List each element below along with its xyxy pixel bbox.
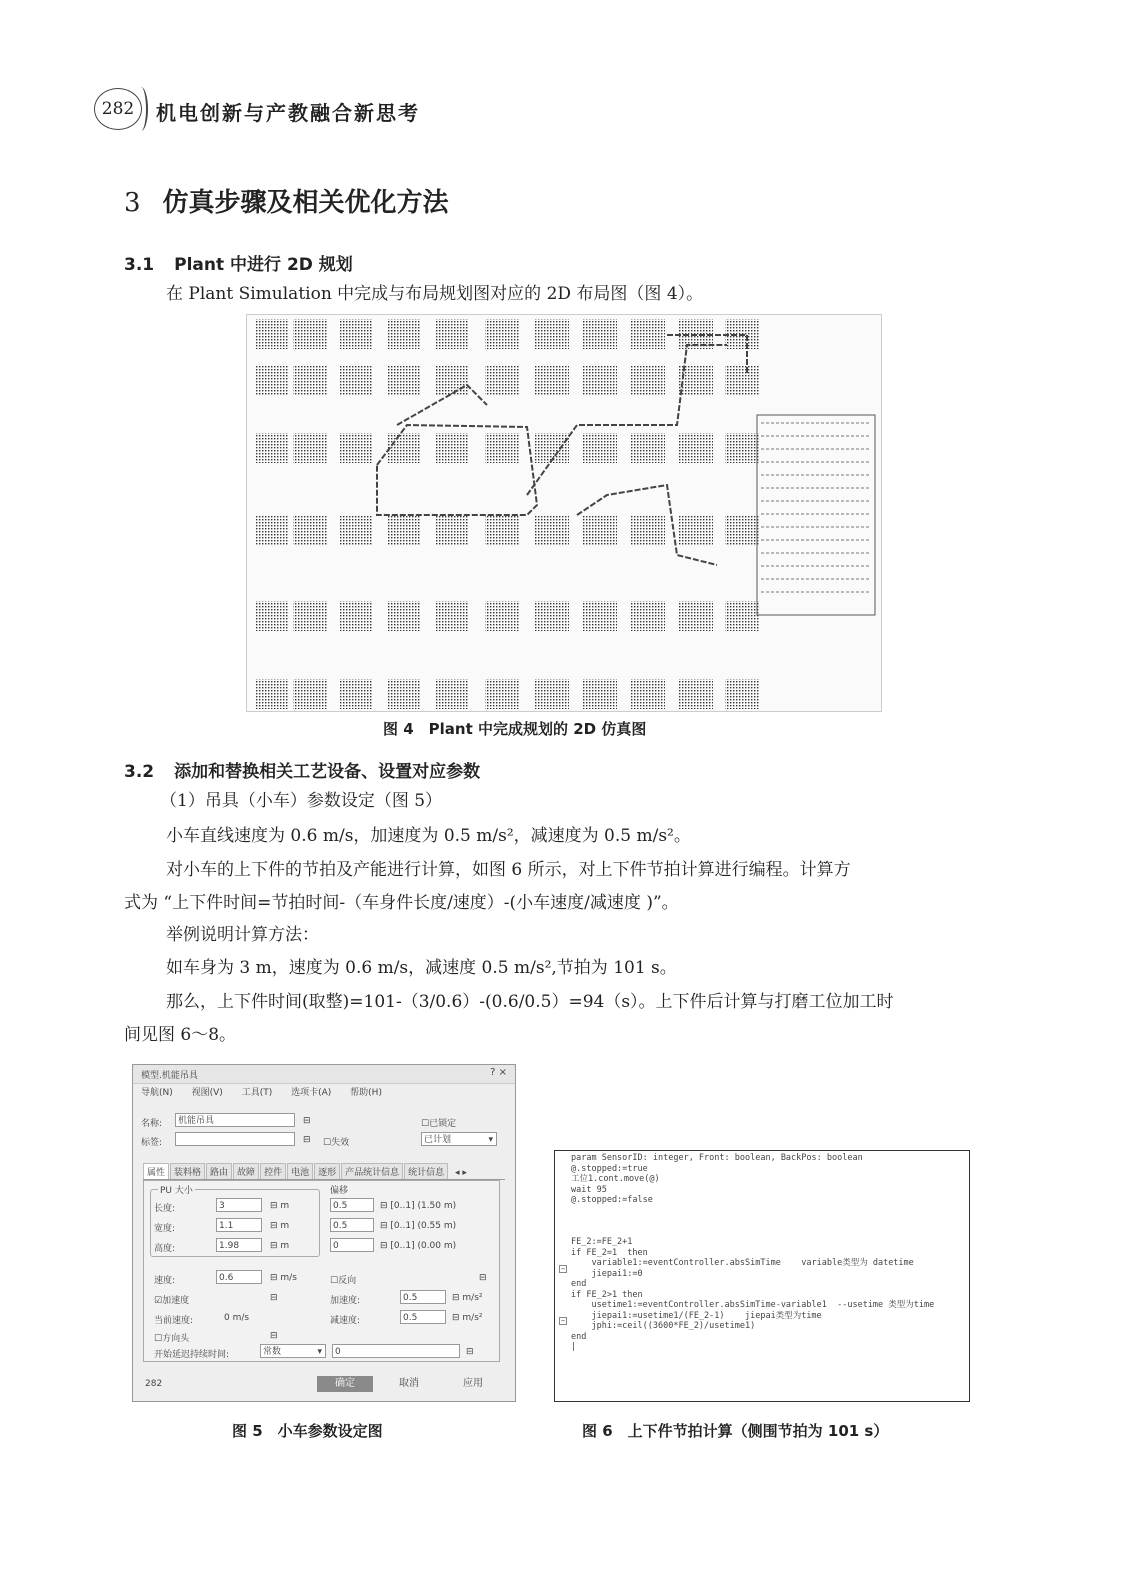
station-block	[255, 601, 289, 631]
browse-icon[interactable]: ⊟	[466, 1347, 474, 1357]
station-block	[293, 515, 327, 545]
unit-text: m	[280, 1241, 290, 1251]
paragraph: 小车直线速度为 0.6 m/s，加速度为 0.5 m/s²，减速度为 0.5 m/s²。	[166, 826, 691, 846]
current-speed-value: 0 m/s	[224, 1313, 250, 1323]
menu-navigate[interactable]: 导航(N)	[141, 1088, 173, 1098]
browse-icon[interactable]: ⊟	[479, 1273, 487, 1283]
station-block	[435, 601, 469, 631]
station-block	[485, 679, 519, 709]
station-block	[583, 319, 617, 349]
unit-text: m/s	[280, 1273, 297, 1283]
ok-button[interactable]: 确定	[317, 1376, 373, 1392]
station-block	[255, 433, 289, 463]
station-block	[583, 433, 617, 463]
station-block	[535, 515, 569, 545]
tab-shape[interactable]: 逐形	[314, 1163, 340, 1179]
station-block	[535, 319, 569, 349]
unit-text: m/s²	[462, 1313, 483, 1323]
chevron-down-icon: ▾	[317, 1347, 322, 1357]
height-unit: ⊟ m	[270, 1241, 290, 1251]
tab-load[interactable]: 装料格	[170, 1163, 205, 1179]
name-input[interactable]: 机能吊具	[175, 1113, 295, 1127]
paragraph: 如车身为 3 m，速度为 0.6 m/s，减速度 0.5 m/s²,节拍为 101 s。	[166, 958, 677, 978]
station-block	[339, 515, 373, 545]
station-block	[339, 601, 373, 631]
current-speed-label: 当前速度:	[154, 1316, 194, 1326]
code-line	[571, 1206, 934, 1217]
range-text: [0..1] (1.50 m)	[390, 1201, 457, 1211]
line-area	[757, 415, 875, 615]
station-block	[387, 601, 421, 631]
name-label: 名称:	[141, 1119, 163, 1129]
speed-input[interactable]: 0.6	[216, 1270, 262, 1284]
station-block	[631, 679, 665, 709]
height-label: 高度:	[154, 1244, 176, 1254]
station-block	[725, 515, 759, 545]
chevron-down-icon: ▾	[488, 1135, 493, 1145]
apply-button[interactable]: 应用	[463, 1378, 483, 1389]
acceleration-label: 加速度:	[330, 1296, 361, 1306]
pu-size-title: PU 大小	[158, 1183, 195, 1196]
layout-2d-figure	[246, 314, 882, 712]
figure-5-caption: 图 5 小车参数设定图	[232, 1422, 383, 1440]
menu-view[interactable]: 视图(V)	[191, 1088, 223, 1098]
length-label: 长度:	[154, 1204, 176, 1214]
subsection-3-2-heading	[124, 757, 480, 782]
browse-icon[interactable]: ⊟	[303, 1116, 311, 1126]
station-block	[631, 515, 665, 545]
section-title-text: 仿真步骤及相关优化方法	[162, 188, 449, 218]
code-text	[571, 1153, 934, 1353]
plan-dropdown-value: 已计划	[424, 1135, 452, 1145]
station-block	[679, 515, 713, 545]
failed-checkbox[interactable]: ☐失效	[323, 1138, 350, 1148]
subsection-3-1-heading	[124, 250, 353, 275]
code-line: jiepai1:=usetime1/(FE_2-1) jiepai类型为time	[571, 1310, 822, 1321]
fold-icon[interactable]: −	[560, 1317, 566, 1325]
acceleration-check-label: 加速度	[162, 1296, 190, 1306]
code-line: |	[571, 1342, 577, 1352]
code-line: variable1:=eventController.absSimTime variable类型为 datetime	[571, 1258, 914, 1268]
tab-failures[interactable]: 故障	[233, 1163, 259, 1179]
station-block	[293, 433, 327, 463]
code-line	[571, 1227, 934, 1238]
delay-value-input[interactable]: 0	[332, 1344, 460, 1358]
code-line: param SensorID: integer, Front: boolean, BackPos: boolean	[571, 1153, 863, 1163]
delay-type-select[interactable]	[260, 1344, 326, 1358]
layout-drawing	[247, 315, 881, 711]
length-unit: ⊟ m	[270, 1201, 290, 1211]
code-line	[571, 1216, 934, 1227]
paragraph: 举例说明计算方法：	[166, 925, 319, 945]
station-block	[255, 319, 289, 349]
station-block	[679, 433, 713, 463]
code-editor[interactable]	[554, 1150, 970, 1402]
station-block	[255, 365, 289, 395]
station-block	[387, 433, 421, 463]
station-block	[435, 319, 469, 349]
station-block	[725, 679, 759, 709]
tab-scroll-arrows[interactable]: ◂ ▸	[455, 1168, 467, 1178]
station-block	[583, 515, 617, 545]
width-label: 宽度:	[154, 1224, 176, 1234]
station-block	[583, 365, 617, 395]
section-title	[124, 182, 449, 219]
station-block	[679, 679, 713, 709]
dialog-tabs	[143, 1163, 505, 1180]
offset-title: 偏移	[330, 1186, 349, 1196]
station-block	[293, 365, 327, 395]
tab-route[interactable]: 路由	[206, 1163, 232, 1179]
station-block	[339, 433, 373, 463]
station-block	[631, 433, 665, 463]
station-block	[631, 319, 665, 349]
subsection-title: 添加和替换相关工艺设备、设置对应参数	[174, 762, 481, 782]
deceleration-input[interactable]: 0.5	[400, 1310, 446, 1324]
failed-label: 失效	[331, 1138, 350, 1148]
tab-battery[interactable]: 电池	[287, 1163, 313, 1179]
menu-tabs[interactable]: 选项卡(A)	[291, 1088, 332, 1098]
unit-text: m	[280, 1221, 290, 1231]
cart-parameter-dialog	[132, 1064, 516, 1402]
paragraph: 间见图 6～8。	[124, 1025, 237, 1045]
dialog-titlebar	[133, 1065, 515, 1084]
code-line: jiepai1:=0	[571, 1268, 643, 1279]
station-block	[535, 601, 569, 631]
station-block	[725, 601, 759, 631]
menu-tools[interactable]: 工具(T)	[241, 1088, 273, 1098]
range-text: [0..1] (0.55 m)	[390, 1221, 457, 1231]
station-block	[255, 515, 289, 545]
code-line: 工位1.cont.move(@)	[571, 1174, 660, 1184]
code-line: usetime1:=eventController.absSimTime-variable1 --usetime 类型为time	[571, 1300, 935, 1310]
station-block	[485, 365, 519, 395]
offset-z-range: ⊟ [0..1] (0.00 m)	[380, 1241, 457, 1251]
code-line: @.stopped:=false	[571, 1195, 653, 1205]
deceleration-label: 减速度:	[330, 1316, 361, 1326]
page-number: 282	[94, 88, 142, 130]
subsection-number: 3.1	[124, 255, 155, 275]
station-block	[485, 515, 519, 545]
tab-attributes[interactable]: 属性	[143, 1163, 169, 1179]
direction-checkbox[interactable]: ☐方向头	[154, 1334, 190, 1344]
reverse-label: 反向	[338, 1276, 357, 1286]
offset-y-range: ⊟ [0..1] (0.55 m)	[380, 1221, 457, 1231]
width-input[interactable]: 1.1	[216, 1218, 262, 1232]
entry-locked-checkbox[interactable]: ☐已锁定	[421, 1119, 457, 1129]
code-line: wait 95	[571, 1184, 607, 1195]
station-block	[485, 433, 519, 463]
speed-unit: ⊟ m/s	[270, 1273, 297, 1283]
station-block	[293, 601, 327, 631]
fold-icon[interactable]: −	[560, 1265, 566, 1273]
reverse-checkbox[interactable]: ☐反向	[330, 1276, 357, 1286]
station-block	[583, 679, 617, 709]
offset-x-range: ⊟ [0..1] (1.50 m)	[380, 1201, 457, 1211]
station-block	[679, 601, 713, 631]
acceleration-input[interactable]: 0.5	[400, 1290, 446, 1304]
footer-number: 282	[145, 1379, 163, 1389]
station-block	[339, 365, 373, 395]
acceleration-checkbox[interactable]: ☑加速度	[154, 1296, 190, 1306]
browse-icon[interactable]: ⊟	[303, 1135, 311, 1145]
code-line: if FE_2=1 then	[571, 1247, 648, 1258]
tab-statistics[interactable]: 统计信息	[404, 1163, 448, 1179]
menu-help[interactable]: 帮助(H)	[350, 1088, 382, 1098]
paragraph: 在 Plant Simulation 中完成与布局规划图对应的 2D 布局图（图 4）。	[166, 284, 704, 304]
dialog-menubar	[133, 1085, 515, 1101]
running-title: 机电创新与产教融合新思考	[156, 101, 420, 125]
plan-dropdown[interactable]	[421, 1132, 497, 1146]
station-block	[485, 601, 519, 631]
station-block	[435, 515, 469, 545]
station-block	[293, 679, 327, 709]
offset-x-input[interactable]: 0.5	[330, 1198, 374, 1212]
station-block	[583, 601, 617, 631]
station-block	[725, 433, 759, 463]
station-block	[435, 679, 469, 709]
range-text: [0..1] (0.00 m)	[390, 1241, 457, 1251]
acceleration-unit: ⊟ m/s²	[452, 1293, 483, 1303]
station-block	[387, 679, 421, 709]
paragraph: 那么，上下件时间(取整)=101-（3/0.6）-(0.6/0.5）=94（s）。上下件后计算与打磨工位加工时	[166, 992, 894, 1012]
paragraph: 对小车的上下件的节拍及产能进行计算，如图 6 所示，对上下件节拍计算进行编程。计算方	[166, 860, 851, 880]
station-block	[535, 679, 569, 709]
window-controls[interactable]: ? ×	[490, 1067, 507, 1078]
code-line: if FE_2>1 then	[571, 1289, 643, 1300]
label-input[interactable]	[175, 1132, 295, 1146]
cancel-button[interactable]: 取消	[399, 1378, 419, 1389]
subsection-number: 3.2	[124, 762, 155, 782]
station-block	[293, 319, 327, 349]
offset-z-input[interactable]: 0	[330, 1238, 374, 1252]
station-block	[631, 365, 665, 395]
subsection-title: Plant 中进行 2D 规划	[174, 255, 353, 275]
station-block	[339, 679, 373, 709]
station-block	[339, 319, 373, 349]
station-block	[631, 601, 665, 631]
window-title: 模型.机能吊具	[141, 1071, 198, 1081]
code-line: end	[571, 1279, 587, 1289]
section-number: 3	[124, 188, 141, 218]
station-block	[435, 365, 469, 395]
attributes-panel	[143, 1180, 500, 1362]
code-line: FE_2:=FE_2+1	[571, 1237, 633, 1247]
station-block	[535, 365, 569, 395]
unit-text: m/s²	[462, 1293, 483, 1303]
tab-product-stats[interactable]: 产品统计信息	[341, 1163, 403, 1179]
direction-label: 方向头	[162, 1334, 190, 1344]
station-block	[435, 433, 469, 463]
code-line: end	[571, 1331, 587, 1342]
length-input[interactable]: 3	[216, 1198, 262, 1212]
station-block	[255, 679, 289, 709]
offset-y-input[interactable]: 0.5	[330, 1218, 374, 1232]
speed-label: 速度:	[154, 1276, 176, 1286]
figure-6-caption: 图 6 上下件节拍计算（侧围节拍为 101 s）	[582, 1422, 889, 1440]
station-block	[387, 319, 421, 349]
figure-4-caption: 图 4 Plant 中完成规划的 2D 仿真图	[383, 720, 647, 738]
code-line: jphi:=ceil((3600*FE_2)/usetime1)	[571, 1321, 756, 1331]
width-unit: ⊟ m	[270, 1221, 290, 1231]
station-block	[387, 515, 421, 545]
unit-text: m	[280, 1201, 290, 1211]
browse-icon[interactable]: ⊟	[270, 1331, 278, 1341]
delay-type-value: 常数	[263, 1347, 282, 1357]
label-label: 标签:	[141, 1138, 163, 1148]
tab-controls[interactable]: 控件	[260, 1163, 286, 1179]
code-line: @.stopped:=true	[571, 1163, 648, 1174]
start-delay-label: 开始延迟持续时间:	[154, 1350, 230, 1360]
station-block	[387, 365, 421, 395]
paragraph: （1）吊具（小车）参数设定（图 5）	[160, 791, 443, 811]
entry-locked-label: 已锁定	[429, 1119, 457, 1129]
height-input[interactable]: 1.98	[216, 1238, 262, 1252]
browse-icon[interactable]: ⊟	[270, 1293, 278, 1303]
deceleration-unit: ⊟ m/s²	[452, 1313, 483, 1323]
station-block	[725, 365, 759, 395]
paragraph: 式为 “上下件时间=节拍时间-（车身件长度/速度）-(小车速度/减速度 )”。	[124, 893, 679, 913]
station-block	[485, 319, 519, 349]
